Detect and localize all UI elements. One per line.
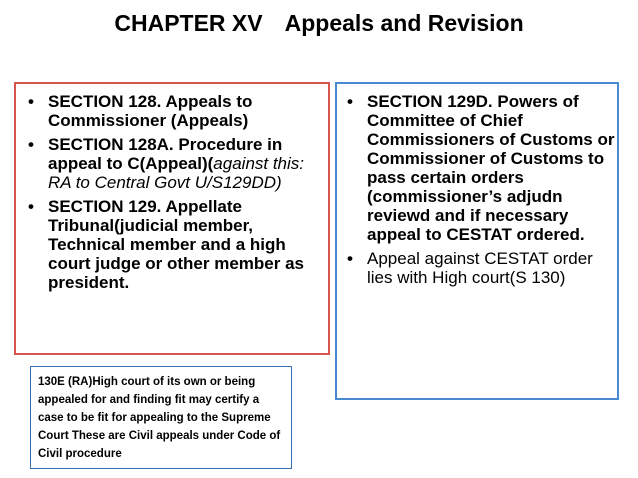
- bullet-icon: •: [347, 249, 353, 268]
- bullet-icon: •: [347, 92, 353, 111]
- slide-title: [0, 6, 638, 40]
- item-text: SECTION 128. Appeals to Commissioner (Appeals): [48, 92, 253, 130]
- chapter-label: CHAPTER XV: [114, 10, 263, 36]
- note-box: [30, 366, 292, 469]
- list-item: [345, 249, 615, 287]
- note-text: 130E (RA)High court of its own or being appealed for and finding fit may certify a case to be fit for appealing to the Supreme Court These are Civil appeals under Code of Civil procedure: [38, 376, 281, 460]
- left-section-box: [14, 82, 330, 355]
- list-item: [26, 92, 322, 130]
- item-text: SECTION 129D. Powers of Committee of Chief Commissioners of Customs or Commissioner of Customs to pass certain orders (commissioner’s adjudn reviewd and if necessary appeal to CESTAT ordered.: [367, 92, 615, 244]
- list-item: [26, 197, 322, 292]
- item-text: SECTION 129. Appellate Tribunal(judicial member, Technical member and a high court judge or other member as president.: [48, 197, 304, 292]
- item-italic-text: against this: RA to Central Govt U/S129DD): [48, 154, 305, 192]
- chapter-subject: Appeals and Revision: [284, 10, 524, 36]
- bullet-icon: •: [28, 135, 34, 154]
- left-bullet-list: [26, 92, 322, 297]
- list-item: [26, 135, 322, 192]
- item-text: Appeal against CESTAT order lies with High court(S 130): [367, 249, 593, 287]
- bullet-icon: •: [28, 197, 34, 216]
- right-bullet-list: [345, 92, 615, 292]
- right-section-box: [335, 82, 619, 400]
- bullet-icon: •: [28, 92, 34, 111]
- list-item: [345, 92, 615, 244]
- item-text: SECTION 128A. Procedure in appeal to C(Appeal)(: [48, 135, 283, 173]
